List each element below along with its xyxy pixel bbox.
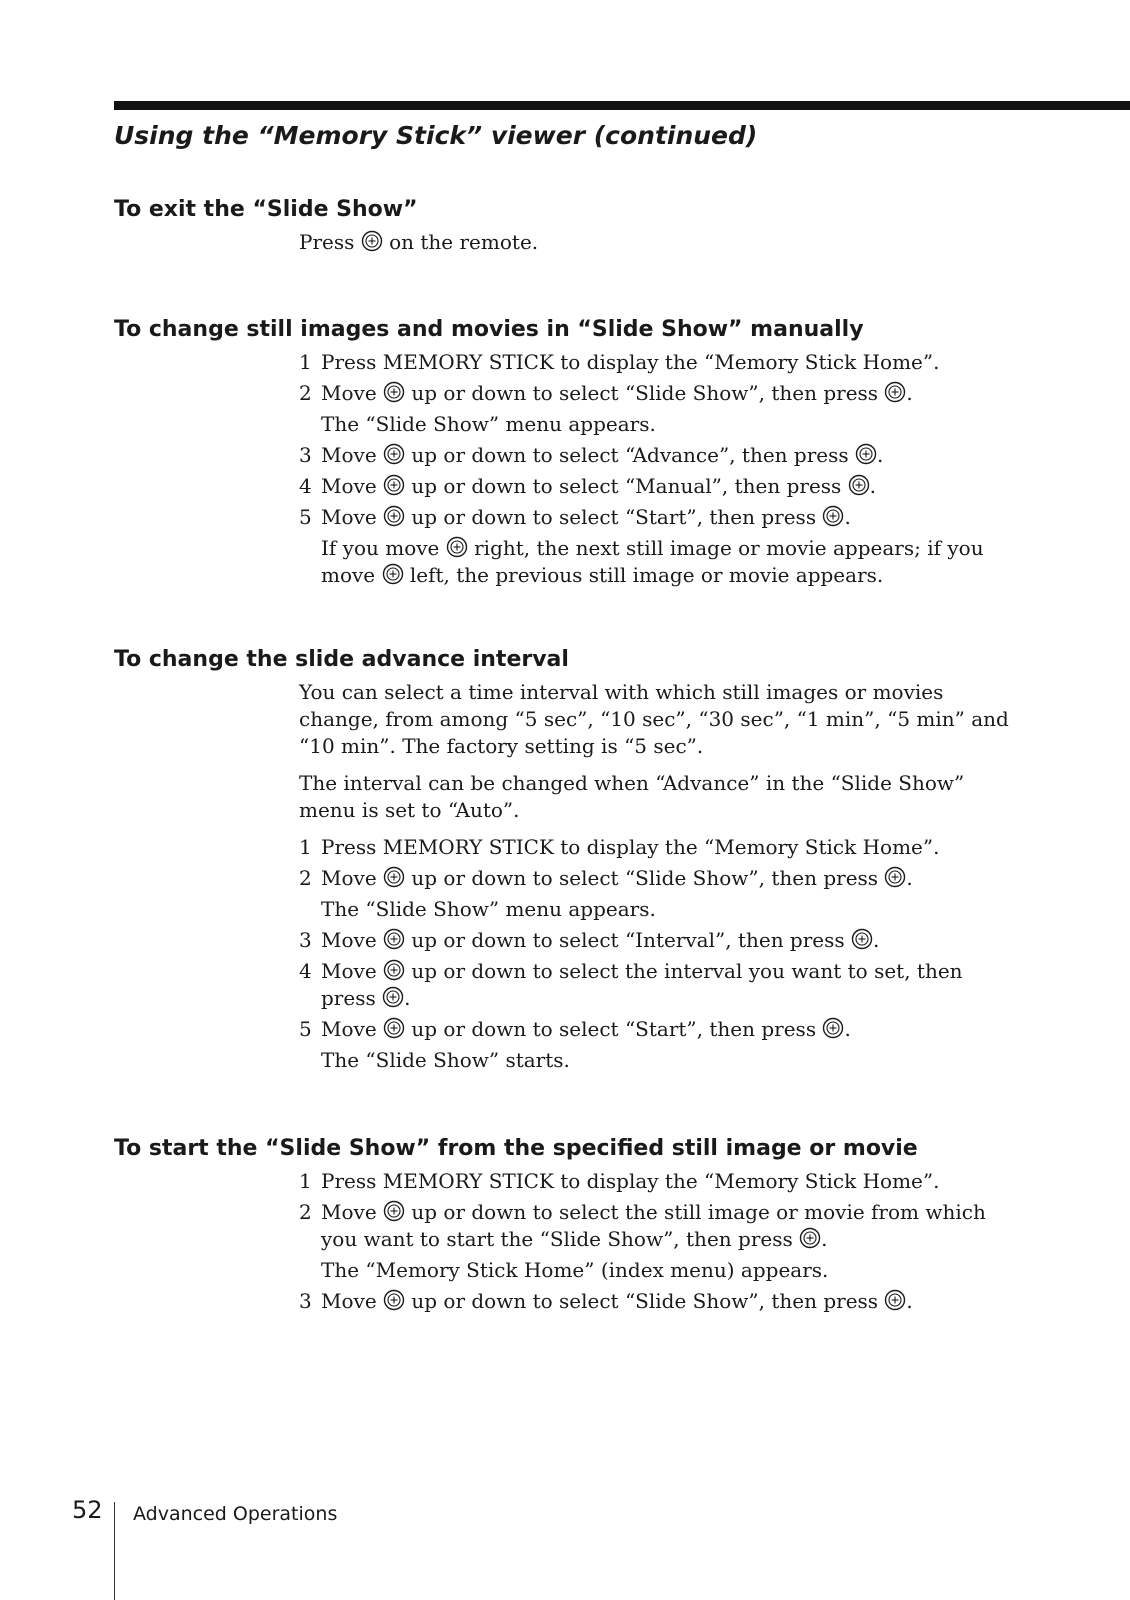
section-heading: To exit the “Slide Show”: [114, 197, 418, 222]
joystick-button-icon: [383, 928, 405, 950]
joystick-button-icon: [446, 536, 468, 558]
joystick-button-icon: [383, 866, 405, 888]
list-item: 4 Move up or down to select the interval you want to set, then press .: [299, 959, 963, 1010]
header-rule: [114, 101, 1130, 110]
steps-list: [299, 834, 1019, 1074]
paragraph: You can select a time interval with which still images or movies change, from among “5 sec”, “10 sec”, “30 sec”, “1 min”, “5 min” and “10 min”. The factory setting is “5 sec”.: [299, 680, 1009, 758]
section-body: [299, 1168, 1019, 1315]
list-item: 3 Move up or down to select “Slide Show”, then press .: [299, 1289, 913, 1313]
list-item: 2 Move up or down to select “Slide Show”, then press . The “Slide Show” menu appears.: [299, 866, 913, 921]
section-exit-slide-show: [114, 193, 1034, 266]
joystick-button-icon: [383, 1200, 405, 1222]
list-item: 3 Move up or down to select “Interval”, then press .: [299, 928, 880, 952]
page-number: 52: [72, 1496, 103, 1524]
footer-divider: [114, 1502, 115, 1600]
list-item: 5 Move up or down to select “Start”, then press . If you move right, the next still image or movie appears; if you move left, the previous still image or movie appears.: [299, 505, 984, 587]
list-item: 3 Move up or down to select “Advance”, then press .: [299, 443, 884, 467]
section-heading: To change still images and movies in “Slide Show” manually: [114, 317, 864, 342]
joystick-button-icon: [382, 986, 404, 1008]
section-body: [299, 229, 1019, 256]
joystick-button-icon: [383, 505, 405, 527]
list-item: 2 Move up or down to select “Slide Show”, then press . The “Slide Show” menu appears.: [299, 381, 913, 436]
section-start-from-specified: [114, 1132, 1034, 1319]
section-body: [299, 679, 1019, 1074]
joystick-button-icon: [822, 1017, 844, 1039]
joystick-button-icon: [383, 381, 405, 403]
joystick-button-icon: [851, 928, 873, 950]
steps-list: [299, 1168, 1019, 1315]
section-advance-interval: [114, 643, 1034, 1078]
joystick-button-icon: [383, 474, 405, 496]
running-head: Using the “Memory Stick” viewer (continued): [114, 121, 758, 150]
section-change-manually: [114, 313, 1034, 593]
joystick-button-icon: [383, 959, 405, 981]
joystick-button-icon: [884, 381, 906, 403]
joystick-button-icon: [799, 1227, 821, 1249]
steps-list: [299, 349, 1019, 589]
instruction-text: Press on the remote.: [299, 230, 539, 254]
joystick-button-icon: [855, 443, 877, 465]
joystick-button-icon: [383, 1289, 405, 1311]
list-item: 1 Press MEMORY STICK to display the “Memory Stick Home”.: [299, 350, 940, 374]
joystick-button-icon: [848, 474, 870, 496]
footer-section-title: Advanced Operations: [133, 1503, 338, 1525]
joystick-button-icon: [383, 1017, 405, 1039]
list-item: 5 Move up or down to select “Start”, then press . The “Slide Show” starts.: [299, 1017, 851, 1072]
joystick-button-icon: [884, 866, 906, 888]
section-heading: To change the slide advance interval: [114, 647, 569, 672]
list-item: 1 Press MEMORY STICK to display the “Memory Stick Home”.: [299, 1169, 940, 1193]
section-body: [299, 349, 1019, 589]
joystick-button-icon: [361, 230, 383, 252]
joystick-button-icon: [884, 1289, 906, 1311]
paragraph: The interval can be changed when “Advance” in the “Slide Show” menu is set to “Auto”.: [299, 771, 965, 822]
joystick-button-icon: [383, 443, 405, 465]
section-heading: To start the “Slide Show” from the specified still image or movie: [114, 1136, 918, 1161]
list-item: 1 Press MEMORY STICK to display the “Memory Stick Home”.: [299, 835, 940, 859]
list-item: 2 Move up or down to select the still image or movie from which you want to start the “Slide Show”, then press . The “Memory Stick Home” (index menu) appears.: [299, 1200, 986, 1282]
joystick-button-icon: [382, 563, 404, 585]
list-item: 4 Move up or down to select “Manual”, then press .: [299, 474, 877, 498]
joystick-button-icon: [822, 505, 844, 527]
